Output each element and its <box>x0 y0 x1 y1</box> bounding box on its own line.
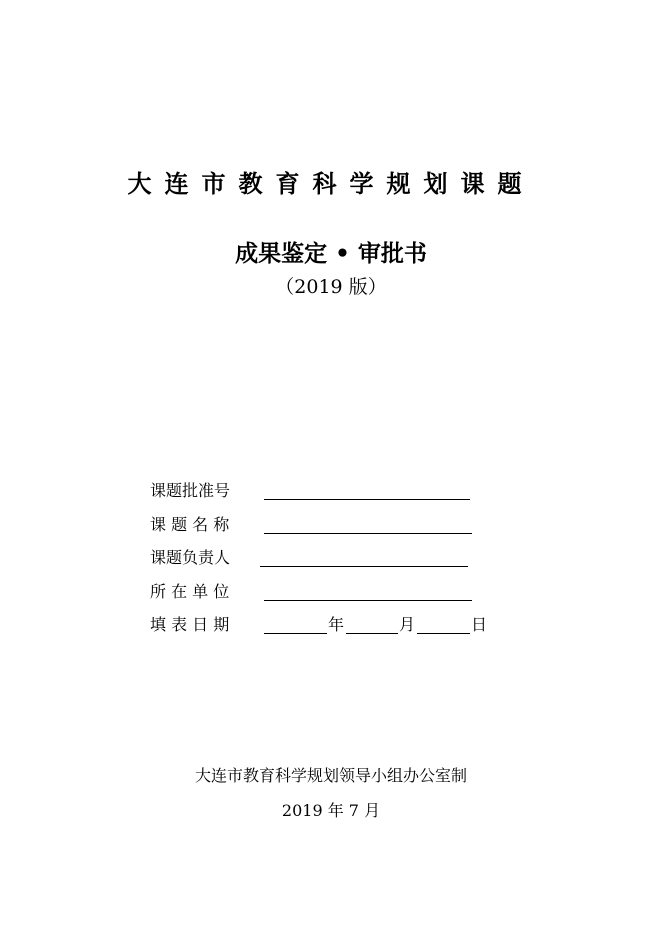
fill-date-month-field[interactable] <box>346 633 398 634</box>
date-year-unit: 年 <box>328 615 345 634</box>
form-label-fill-date: 填 表 日 期 <box>150 615 230 634</box>
document-title: 大连市教育科学规划课题 <box>127 170 535 198</box>
form-row-approval-number <box>150 479 530 513</box>
document-version: （2019 版） <box>275 276 387 298</box>
approval-number-field[interactable] <box>264 499 470 500</box>
form-label-organization: 所 在 单 位 <box>150 581 230 601</box>
form-row-organization <box>150 580 530 614</box>
organization-field[interactable] <box>264 600 472 601</box>
cover-form <box>150 479 530 647</box>
fill-date-year-field[interactable] <box>264 633 327 634</box>
project-name-field[interactable] <box>264 533 472 534</box>
date-day-unit: 日 <box>471 615 488 634</box>
form-row-project-name <box>150 513 530 547</box>
document-subtitle: 成果鉴定 • 审批书 <box>235 241 427 267</box>
footer-date: 2019 年 7 月 <box>281 801 381 820</box>
project-leader-field[interactable] <box>260 566 468 567</box>
date-month-unit: 月 <box>399 615 416 634</box>
footer-organization: 大连市教育科学规划领导小组办公室制 <box>194 766 467 785</box>
form-label-approval-number: 课题批准号 <box>150 481 231 500</box>
form-label-project-name: 课 题 名 称 <box>150 514 230 534</box>
form-row-project-leader <box>150 546 530 580</box>
form-label-project-leader: 课题负责人 <box>150 548 231 567</box>
form-row-fill-date <box>150 613 530 647</box>
fill-date-day-field[interactable] <box>417 633 470 634</box>
